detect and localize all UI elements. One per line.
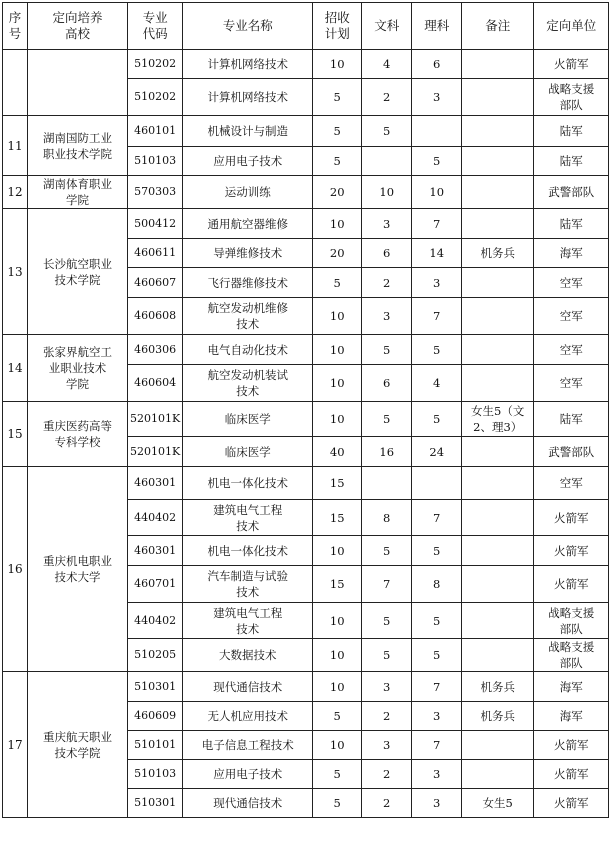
cell-plan: 5 xyxy=(313,789,362,818)
cell-plan: 20 xyxy=(313,176,362,209)
cell-plan: 10 xyxy=(313,335,362,365)
cell-note xyxy=(462,116,534,147)
cell-code: 460701 xyxy=(128,566,183,603)
cell-note: 女生5（文 2、理3） xyxy=(462,402,534,437)
cell-arts: 5 xyxy=(362,402,412,437)
cell-major: 导弹维修技术 xyxy=(183,239,313,268)
cell-no: 12 xyxy=(3,176,28,209)
cell-unit: 海军 xyxy=(534,239,609,268)
cell-sci: 3 xyxy=(412,702,462,731)
cell-code: 520101K xyxy=(128,437,183,467)
cell-sci: 5 xyxy=(412,639,462,672)
cell-code: 460101 xyxy=(128,116,183,147)
table-row xyxy=(3,467,609,500)
cell-note: 机务兵 xyxy=(462,239,534,268)
cell-code: 510301 xyxy=(128,789,183,818)
cell-note xyxy=(462,298,534,335)
cell-sci: 24 xyxy=(412,437,462,467)
table-row xyxy=(3,335,609,365)
cell-unit: 空军 xyxy=(534,365,609,402)
cell-arts: 6 xyxy=(362,239,412,268)
cell-major: 运动训练 xyxy=(183,176,313,209)
cell-plan: 20 xyxy=(313,239,362,268)
cell-sci xyxy=(412,467,462,500)
cell-sci xyxy=(412,116,462,147)
cell-sci: 5 xyxy=(412,603,462,639)
header-code: 专业 代码 xyxy=(128,3,183,50)
cell-major: 临床医学 xyxy=(183,402,313,437)
cell-note xyxy=(462,639,534,672)
header-major: 专业名称 xyxy=(183,3,313,50)
cell-unit: 陆军 xyxy=(534,402,609,437)
cell-note xyxy=(462,566,534,603)
cell-note xyxy=(462,209,534,239)
cell-plan: 5 xyxy=(313,760,362,789)
table-row xyxy=(3,672,609,702)
cell-plan: 10 xyxy=(313,672,362,702)
cell-unit: 空军 xyxy=(534,298,609,335)
cell-major: 应用电子技术 xyxy=(183,760,313,789)
cell-major: 计算机网络技术 xyxy=(183,79,313,116)
cell-plan: 10 xyxy=(313,209,362,239)
cell-arts: 2 xyxy=(362,79,412,116)
header-note: 备注 xyxy=(462,3,534,50)
cell-note xyxy=(462,603,534,639)
cell-unit: 战略支援 部队 xyxy=(534,79,609,116)
cell-arts: 7 xyxy=(362,566,412,603)
cell-major: 应用电子技术 xyxy=(183,147,313,176)
cell-plan: 10 xyxy=(313,365,362,402)
cell-school: 重庆航天职业 技术学院 xyxy=(28,672,128,818)
cell-code: 510205 xyxy=(128,639,183,672)
cell-arts: 3 xyxy=(362,209,412,239)
cell-note xyxy=(462,147,534,176)
cell-code: 510202 xyxy=(128,79,183,116)
cell-major: 航空发动机维修 技术 xyxy=(183,298,313,335)
cell-code: 510301 xyxy=(128,672,183,702)
cell-unit: 陆军 xyxy=(534,116,609,147)
cell-arts: 4 xyxy=(362,50,412,79)
cell-code: 460301 xyxy=(128,536,183,566)
cell-note xyxy=(462,365,534,402)
header-unit: 定向单位 xyxy=(534,3,609,50)
cell-school: 湖南体育职业 学院 xyxy=(28,176,128,209)
cell-school: 张家界航空工 业职业技术 学院 xyxy=(28,335,128,402)
cell-plan: 15 xyxy=(313,566,362,603)
table-row xyxy=(3,176,609,209)
cell-note xyxy=(462,536,534,566)
cell-arts: 2 xyxy=(362,760,412,789)
cell-code: 520101K xyxy=(128,402,183,437)
cell-unit: 战略支援 部队 xyxy=(534,603,609,639)
cell-plan: 10 xyxy=(313,298,362,335)
cell-sci: 5 xyxy=(412,335,462,365)
cell-sci: 4 xyxy=(412,365,462,402)
cell-major: 飞行器维修技术 xyxy=(183,268,313,298)
cell-note xyxy=(462,268,534,298)
cell-no: 17 xyxy=(3,672,28,818)
cell-plan: 10 xyxy=(313,639,362,672)
cell-arts: 8 xyxy=(362,500,412,536)
cell-code: 510103 xyxy=(128,760,183,789)
cell-sci: 7 xyxy=(412,672,462,702)
cell-school: 湖南国防工业 职业技术学院 xyxy=(28,116,128,176)
header-no: 序 号 xyxy=(3,3,28,50)
cell-major: 机电一体化技术 xyxy=(183,467,313,500)
cell-unit: 火箭军 xyxy=(534,566,609,603)
cell-plan: 40 xyxy=(313,437,362,467)
cell-sci: 5 xyxy=(412,147,462,176)
cell-arts: 5 xyxy=(362,335,412,365)
cell-arts: 2 xyxy=(362,789,412,818)
cell-plan: 15 xyxy=(313,467,362,500)
cell-school: 重庆医药高等 专科学校 xyxy=(28,402,128,467)
cell-no: 11 xyxy=(3,116,28,176)
cell-code: 510202 xyxy=(128,50,183,79)
cell-note xyxy=(462,79,534,116)
cell-major: 机电一体化技术 xyxy=(183,536,313,566)
cell-note xyxy=(462,176,534,209)
cell-code: 570303 xyxy=(128,176,183,209)
cell-sci: 5 xyxy=(412,536,462,566)
cell-arts: 5 xyxy=(362,116,412,147)
cell-school xyxy=(28,50,128,116)
header-arts: 文科 xyxy=(362,3,412,50)
cell-note xyxy=(462,760,534,789)
cell-unit: 火箭军 xyxy=(534,500,609,536)
cell-note: 机务兵 xyxy=(462,672,534,702)
table-row xyxy=(3,50,609,79)
cell-unit: 火箭军 xyxy=(534,536,609,566)
cell-sci: 3 xyxy=(412,268,462,298)
cell-sci: 3 xyxy=(412,79,462,116)
cell-code: 460306 xyxy=(128,335,183,365)
cell-sci: 10 xyxy=(412,176,462,209)
cell-major: 无人机应用技术 xyxy=(183,702,313,731)
cell-sci: 14 xyxy=(412,239,462,268)
cell-plan: 10 xyxy=(313,50,362,79)
cell-arts xyxy=(362,147,412,176)
cell-code: 460301 xyxy=(128,467,183,500)
cell-school: 重庆机电职业 技术大学 xyxy=(28,467,128,672)
cell-major: 电气自动化技术 xyxy=(183,335,313,365)
cell-no: 15 xyxy=(3,402,28,467)
cell-no: 16 xyxy=(3,467,28,672)
cell-major: 航空发动机装试 技术 xyxy=(183,365,313,402)
cell-major: 临床医学 xyxy=(183,437,313,467)
cell-unit: 武警部队 xyxy=(534,437,609,467)
cell-sci: 7 xyxy=(412,731,462,760)
cell-major: 现代通信技术 xyxy=(183,789,313,818)
cell-major: 建筑电气工程 技术 xyxy=(183,603,313,639)
cell-plan: 15 xyxy=(313,500,362,536)
cell-code: 440402 xyxy=(128,603,183,639)
cell-code: 460604 xyxy=(128,365,183,402)
cell-code: 460609 xyxy=(128,702,183,731)
cell-arts: 2 xyxy=(362,268,412,298)
cell-sci: 7 xyxy=(412,298,462,335)
cell-unit: 空军 xyxy=(534,467,609,500)
cell-sci: 6 xyxy=(412,50,462,79)
header-plan: 招收 计划 xyxy=(313,3,362,50)
cell-arts: 3 xyxy=(362,731,412,760)
cell-unit: 海军 xyxy=(534,672,609,702)
header-sci: 理科 xyxy=(412,3,462,50)
cell-arts: 6 xyxy=(362,365,412,402)
cell-unit: 陆军 xyxy=(534,147,609,176)
cell-note xyxy=(462,500,534,536)
cell-unit: 火箭军 xyxy=(534,789,609,818)
cell-code: 440402 xyxy=(128,500,183,536)
cell-plan: 10 xyxy=(313,402,362,437)
cell-sci: 3 xyxy=(412,760,462,789)
cell-note: 机务兵 xyxy=(462,702,534,731)
cell-arts: 5 xyxy=(362,536,412,566)
cell-note xyxy=(462,467,534,500)
cell-sci: 3 xyxy=(412,789,462,818)
table-row xyxy=(3,402,609,437)
cell-major: 汽车制造与试验 技术 xyxy=(183,566,313,603)
cell-unit: 战略支援 部队 xyxy=(534,639,609,672)
cell-major: 计算机网络技术 xyxy=(183,50,313,79)
cell-major: 现代通信技术 xyxy=(183,672,313,702)
cell-code: 510101 xyxy=(128,731,183,760)
cell-note xyxy=(462,437,534,467)
cell-unit: 海军 xyxy=(534,702,609,731)
cell-unit: 火箭军 xyxy=(534,50,609,79)
cell-sci: 5 xyxy=(412,402,462,437)
cell-arts xyxy=(362,467,412,500)
cell-arts: 5 xyxy=(362,603,412,639)
cell-arts: 3 xyxy=(362,298,412,335)
cell-plan: 10 xyxy=(313,536,362,566)
cell-major: 机械设计与制造 xyxy=(183,116,313,147)
cell-note xyxy=(462,50,534,79)
cell-plan: 5 xyxy=(313,147,362,176)
cell-note xyxy=(462,335,534,365)
cell-arts: 16 xyxy=(362,437,412,467)
cell-sci: 8 xyxy=(412,566,462,603)
cell-school: 长沙航空职业 技术学院 xyxy=(28,209,128,335)
cell-arts: 2 xyxy=(362,702,412,731)
cell-code: 500412 xyxy=(128,209,183,239)
cell-plan: 5 xyxy=(313,116,362,147)
header-school: 定向培养 高校 xyxy=(28,3,128,50)
cell-plan: 5 xyxy=(313,268,362,298)
cell-major: 通用航空器维修 xyxy=(183,209,313,239)
cell-plan: 10 xyxy=(313,603,362,639)
cell-code: 510103 xyxy=(128,147,183,176)
cell-code: 460611 xyxy=(128,239,183,268)
cell-major: 建筑电气工程 技术 xyxy=(183,500,313,536)
table-row xyxy=(3,209,609,239)
cell-note xyxy=(462,731,534,760)
header-row xyxy=(3,3,609,50)
cell-code: 460607 xyxy=(128,268,183,298)
cell-arts: 5 xyxy=(362,639,412,672)
cell-sci: 7 xyxy=(412,209,462,239)
cell-no xyxy=(3,50,28,116)
cell-no: 14 xyxy=(3,335,28,402)
cell-unit: 空军 xyxy=(534,268,609,298)
cell-note: 女生5 xyxy=(462,789,534,818)
cell-arts: 10 xyxy=(362,176,412,209)
cell-plan: 5 xyxy=(313,702,362,731)
cell-unit: 火箭军 xyxy=(534,731,609,760)
cell-unit: 空军 xyxy=(534,335,609,365)
cell-plan: 5 xyxy=(313,79,362,116)
cell-code: 460608 xyxy=(128,298,183,335)
cell-major: 大数据技术 xyxy=(183,639,313,672)
cell-unit: 武警部队 xyxy=(534,176,609,209)
cell-major: 电子信息工程技术 xyxy=(183,731,313,760)
cell-unit: 火箭军 xyxy=(534,760,609,789)
cell-arts: 3 xyxy=(362,672,412,702)
table-row xyxy=(3,116,609,147)
cell-sci: 7 xyxy=(412,500,462,536)
cell-unit: 陆军 xyxy=(534,209,609,239)
cell-plan: 10 xyxy=(313,731,362,760)
enrollment-table xyxy=(2,2,609,818)
cell-no: 13 xyxy=(3,209,28,335)
